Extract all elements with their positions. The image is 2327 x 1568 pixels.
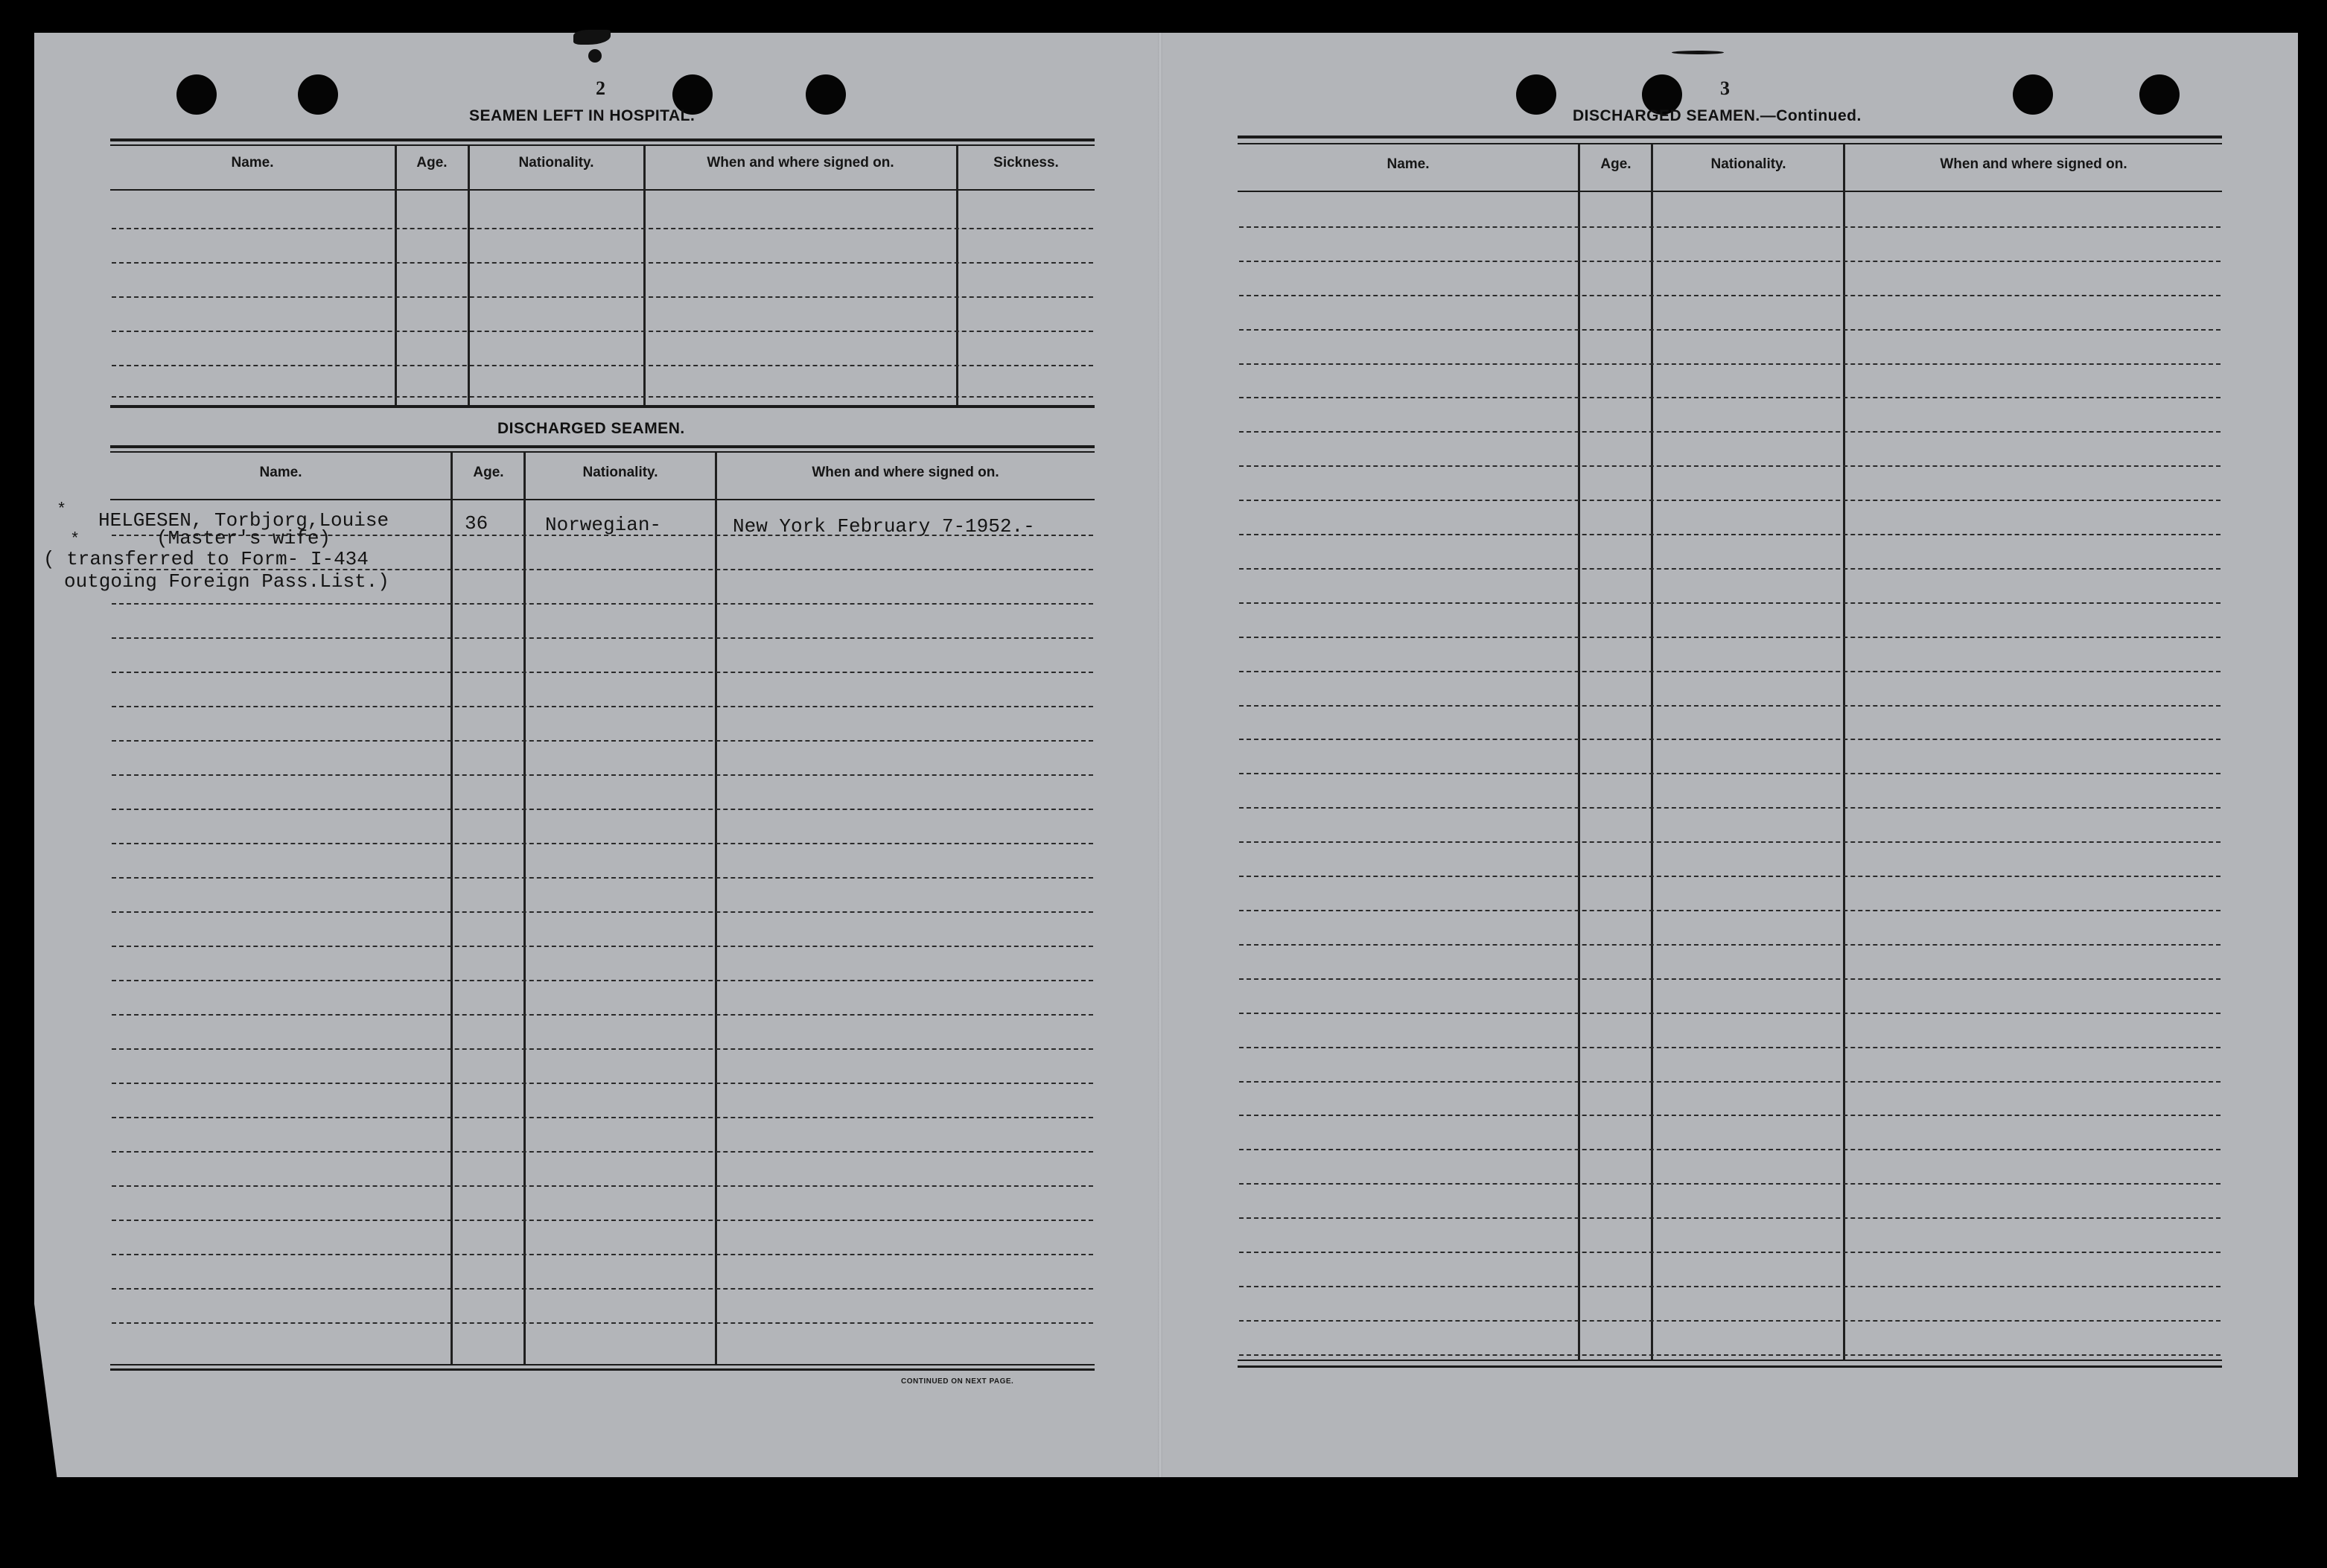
entry-line — [1239, 705, 2221, 707]
right-header-age: Age. — [1600, 156, 1632, 172]
discharged-header-nationality: Nationality. — [582, 465, 658, 480]
entry-line — [112, 740, 1093, 742]
punch-hole — [806, 74, 846, 115]
entry-note: outgoing Foreign Pass.List.) — [64, 570, 389, 593]
entry-line — [112, 637, 1093, 639]
entry-role: (Master's wife) — [156, 527, 331, 549]
right-header-signed-on: When and where signed on. — [1940, 156, 2127, 172]
entry-line — [1239, 671, 2221, 672]
punch-hole — [298, 74, 338, 115]
right-top-rule-thin — [1238, 143, 2222, 144]
hospital-entry-line — [112, 396, 1093, 398]
entry-line — [112, 1220, 1093, 1221]
hospital-col-divider — [468, 146, 470, 407]
continued-footer: CONTINUED ON NEXT PAGE. — [901, 1377, 1014, 1386]
entry-line — [1239, 807, 2221, 809]
hospital-entry-line — [112, 296, 1093, 298]
hospital-header-nationality: Nationality. — [518, 155, 594, 170]
discharged-top-rule — [110, 445, 1095, 448]
ink-speck — [1672, 51, 1724, 54]
entry-line — [112, 843, 1093, 844]
entry-line — [1239, 500, 2221, 501]
entry-line — [1239, 1149, 2221, 1150]
hospital-header-name: Name. — [231, 155, 274, 170]
entry-line — [112, 706, 1093, 707]
punch-hole — [1516, 74, 1556, 115]
entry-line — [1239, 363, 2221, 365]
discharged-top-rule-thin — [110, 451, 1095, 453]
entry-line — [1239, 1252, 2221, 1253]
entry-line — [1239, 1115, 2221, 1116]
entry-line — [112, 1014, 1093, 1016]
right-col-divider — [1843, 144, 1845, 1360]
entry-line — [1239, 602, 2221, 604]
entry-line — [112, 672, 1093, 673]
entry-line — [112, 1288, 1093, 1290]
entry-line — [1239, 397, 2221, 398]
hospital-header-sickness: Sickness. — [993, 155, 1059, 170]
entry-line — [1239, 773, 2221, 774]
entry-line — [1239, 1217, 2221, 1219]
hospital-section-title: SEAMEN LEFT IN HOSPITAL. — [469, 107, 695, 124]
entry-line — [1239, 910, 2221, 911]
entry-line — [1239, 261, 2221, 262]
hospital-entry-line — [112, 365, 1093, 366]
entry-line — [1239, 534, 2221, 535]
punch-hole — [2013, 74, 2053, 115]
entry-line — [1239, 944, 2221, 946]
entry-line — [1239, 1047, 2221, 1048]
entry-line — [1239, 637, 2221, 638]
right-header-name: Name. — [1387, 156, 1430, 172]
entry-line — [1239, 329, 2221, 331]
entry-nationality: Norwegian- — [545, 514, 662, 536]
entry-line — [1239, 1081, 2221, 1083]
entry-note: ( transferred to Form- I-434 — [43, 548, 369, 570]
right-col-divider — [1578, 144, 1580, 1360]
entry-line — [1239, 1013, 2221, 1014]
right-header-rule — [1238, 191, 2222, 192]
ink-speck — [588, 49, 602, 63]
hospital-entry-line — [112, 262, 1093, 264]
page-fold — [1158, 33, 1162, 1477]
discharged-section-title: DISCHARGED SEAMEN. — [497, 420, 685, 437]
entry-line — [112, 1254, 1093, 1255]
hospital-entry-line — [112, 331, 1093, 332]
entry-line — [112, 980, 1093, 981]
entry-line — [1239, 978, 2221, 980]
entry-line — [1239, 568, 2221, 570]
discharged-header-name: Name. — [259, 465, 302, 480]
entry-line — [112, 1151, 1093, 1153]
entry-signed-on: New York February 7-1952.- — [733, 515, 1035, 538]
hospital-header-signed-on: When and where signed on. — [707, 155, 894, 170]
right-top-rule — [1238, 136, 2222, 138]
discharged-bottom-rule — [110, 1364, 1095, 1365]
entry-line — [1239, 295, 2221, 296]
right-col-divider — [1651, 144, 1653, 1360]
entry-age: 36 — [465, 512, 488, 535]
punch-hole — [176, 74, 217, 115]
entry-line — [112, 911, 1093, 913]
hospital-header-age: Age. — [416, 155, 448, 170]
entry-line — [112, 809, 1093, 810]
entry-line — [112, 877, 1093, 879]
page-number-left: 2 — [596, 77, 605, 99]
entry-line — [1239, 1183, 2221, 1185]
discharged-col-divider — [451, 453, 453, 1364]
hospital-col-divider — [643, 146, 646, 407]
entry-marker: * — [57, 500, 67, 519]
discharged-header-rule — [110, 499, 1095, 500]
entry-line — [1239, 1286, 2221, 1287]
entry-line — [1239, 1354, 2221, 1356]
right-section-title: DISCHARGED SEAMEN.—Continued. — [1573, 107, 1862, 124]
hospital-col-divider — [395, 146, 397, 407]
hospital-top-rule-thin — [110, 144, 1095, 146]
discharged-header-age: Age. — [473, 465, 504, 480]
entry-line — [112, 1048, 1093, 1050]
entry-line — [1239, 1320, 2221, 1322]
discharged-col-divider — [523, 453, 526, 1364]
entry-name: HELGESEN, Torbjorg,Louise — [98, 509, 389, 532]
right-header-nationality: Nationality. — [1710, 156, 1786, 172]
entry-line — [112, 774, 1093, 776]
discharged-header-signed-on: When and where signed on. — [812, 465, 999, 480]
hospital-bottom-rule — [110, 405, 1095, 408]
hospital-header-rule — [110, 189, 1095, 191]
hospital-top-rule — [110, 138, 1095, 141]
right-bottom-rule-thick — [1238, 1365, 2222, 1368]
entry-line — [112, 1083, 1093, 1084]
discharged-col-divider — [715, 453, 717, 1364]
hospital-entry-line — [112, 228, 1093, 229]
discharged-bottom-rule-thick — [110, 1368, 1095, 1371]
entry-line — [112, 946, 1093, 947]
entry-line — [112, 603, 1093, 605]
entry-line — [1239, 465, 2221, 467]
page-number-right: 3 — [1720, 77, 1730, 99]
entry-line — [112, 1185, 1093, 1187]
punch-hole — [2139, 74, 2180, 115]
entry-line — [1239, 876, 2221, 877]
entry-line — [1239, 841, 2221, 843]
entry-line — [1239, 226, 2221, 228]
entry-line — [1239, 431, 2221, 433]
entry-line — [112, 1117, 1093, 1118]
entry-marker: * — [70, 530, 80, 549]
hospital-col-divider — [956, 146, 958, 407]
document-sheet — [34, 33, 2298, 1477]
entry-line — [1239, 739, 2221, 740]
entry-line — [112, 1322, 1093, 1324]
right-bottom-rule — [1238, 1360, 2222, 1361]
